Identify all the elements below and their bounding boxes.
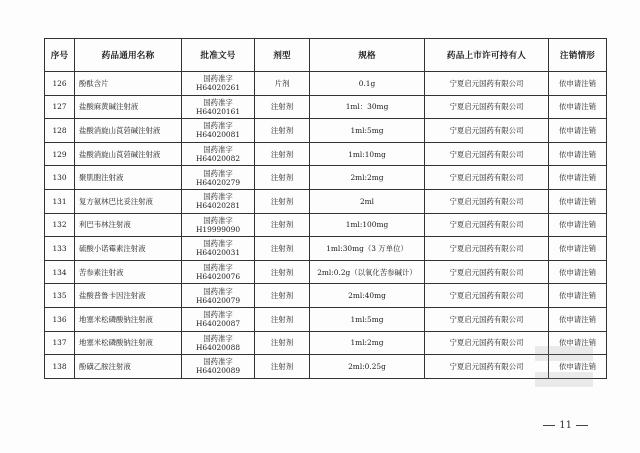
- approval-code: H64020031: [195, 248, 241, 258]
- table-row: [45, 284, 607, 308]
- cell-license-holder: 宁夏启元国药有限公司: [425, 166, 549, 190]
- cell-cancellation-reason: 依申请注销: [549, 166, 607, 190]
- cell-drug-name: 盐酸消旋山莨菪碱注射液: [75, 142, 182, 166]
- approval-code: H64020079: [195, 295, 241, 305]
- watermark-overlay: [535, 372, 593, 387]
- cell-approval-number: [182, 213, 255, 237]
- cell-no: 133: [45, 237, 75, 261]
- cell-license-holder: 宁夏启元国药有限公司: [425, 189, 549, 213]
- cell-cancellation-reason: 依申请注销: [549, 237, 607, 261]
- cell-specification: 1ml:5mg: [310, 119, 425, 143]
- cell-specification: 2ml:2mg: [310, 166, 425, 190]
- cell-dosage-form: 注射剂: [255, 119, 310, 143]
- cell-no: 128: [45, 119, 75, 143]
- cell-drug-name: 地塞米松磷酸钠注射液: [75, 331, 182, 355]
- approval-code: H64020279: [195, 177, 241, 187]
- table-header-row: [45, 39, 607, 72]
- cell-cancellation-reason: 依申请注销: [549, 95, 607, 119]
- cell-drug-name: 酚酞含片: [75, 72, 182, 96]
- header-approval-number: 批准文号: [182, 39, 255, 72]
- approval-prefix: 国药准字: [203, 121, 233, 131]
- approval-code: H64020281: [195, 201, 241, 211]
- cell-no: 138: [45, 355, 75, 379]
- cell-no: 126: [45, 72, 75, 96]
- cell-dosage-form: 片剂: [255, 72, 310, 96]
- approval-code: H64020076: [195, 272, 241, 282]
- table-row: [45, 119, 607, 143]
- cell-dosage-form: 注射剂: [255, 237, 310, 261]
- cell-dosage-form: 注射剂: [255, 284, 310, 308]
- cell-no: 136: [45, 307, 75, 331]
- approval-prefix: 国药准字: [203, 192, 233, 202]
- approval-prefix: 国药准字: [203, 145, 233, 155]
- header-specification: 规格: [310, 39, 425, 72]
- cell-drug-name: 盐酸麻黄碱注射液: [75, 95, 182, 119]
- cell-specification: 1ml:5mg: [310, 307, 425, 331]
- table-row: [45, 260, 607, 284]
- cell-dosage-form: 注射剂: [255, 95, 310, 119]
- watermark-overlay: [535, 346, 593, 361]
- table-row: [45, 189, 607, 213]
- cell-cancellation-reason: 依申请注销: [549, 142, 607, 166]
- cell-drug-name: 硫酸小诺霉素注射液: [75, 237, 182, 261]
- header-dosage-form: 剂型: [255, 39, 310, 72]
- cell-dosage-form: 注射剂: [255, 213, 310, 237]
- cell-no: 129: [45, 142, 75, 166]
- cell-specification: 1ml:100mg: [310, 213, 425, 237]
- cell-dosage-form: 注射剂: [255, 260, 310, 284]
- cell-no: 137: [45, 331, 75, 355]
- table-row: [45, 142, 607, 166]
- cell-license-holder: 宁夏启元国药有限公司: [425, 213, 549, 237]
- cell-license-holder: 宁夏启元国药有限公司: [425, 284, 549, 308]
- cell-license-holder: 宁夏启元国药有限公司: [425, 237, 549, 261]
- cell-license-holder: 宁夏启元国药有限公司: [425, 95, 549, 119]
- approval-code: H64020261: [195, 83, 241, 93]
- cell-drug-name: 利巴韦林注射液: [75, 213, 182, 237]
- cell-approval-number: [182, 307, 255, 331]
- cell-specification: 0.1g: [310, 72, 425, 96]
- approval-prefix: 国药准字: [203, 333, 233, 343]
- cell-license-holder: 宁夏启元国药有限公司: [425, 331, 549, 355]
- approval-prefix: 国药准字: [203, 357, 233, 367]
- approval-prefix: 国药准字: [203, 239, 233, 249]
- cell-drug-name: 盐酸普鲁卡因注射液: [75, 284, 182, 308]
- cell-approval-number: [182, 284, 255, 308]
- cell-drug-name: 地塞米松磷酸钠注射液: [75, 307, 182, 331]
- cell-cancellation-reason: 依申请注销: [549, 189, 607, 213]
- approval-prefix: 国药准字: [203, 310, 233, 320]
- cell-cancellation-reason: 依申请注销: [549, 355, 607, 379]
- cell-approval-number: [182, 260, 255, 284]
- cell-specification: 1ml:10mg: [310, 142, 425, 166]
- cell-cancellation-reason: 依申请注销: [549, 119, 607, 143]
- cell-drug-name: 盐酸消旋山莨菪碱注射液: [75, 119, 182, 143]
- cancellation-table: [44, 38, 607, 379]
- cell-license-holder: 宁夏启元国药有限公司: [425, 355, 549, 379]
- cell-approval-number: [182, 119, 255, 143]
- cell-approval-number: [182, 142, 255, 166]
- cell-drug-name: 复方氨林巴比妥注射液: [75, 189, 182, 213]
- cell-specification: 1ml：30mg: [310, 95, 425, 119]
- table-row: [45, 95, 607, 119]
- cell-license-holder: 宁夏启元国药有限公司: [425, 260, 549, 284]
- cell-cancellation-reason: 依申请注销: [549, 331, 607, 355]
- cell-specification: 2ml:40mg: [310, 284, 425, 308]
- approval-prefix: 国药准字: [203, 263, 233, 273]
- cell-approval-number: [182, 95, 255, 119]
- approval-code: H19999090: [195, 224, 241, 234]
- approval-prefix: 国药准字: [203, 97, 233, 107]
- cell-approval-number: [182, 355, 255, 379]
- header-drug-name: 药品通用名称: [75, 39, 182, 72]
- cell-license-holder: 宁夏启元国药有限公司: [425, 72, 549, 96]
- header-cancellation-reason: 注销情形: [549, 39, 607, 72]
- table-row: [45, 307, 607, 331]
- table-row: [45, 237, 607, 261]
- cell-license-holder: 宁夏启元国药有限公司: [425, 142, 549, 166]
- cell-no: 132: [45, 213, 75, 237]
- approval-code: H64020089: [195, 366, 241, 376]
- dash-right: [576, 425, 588, 426]
- approval-code: H64020161: [195, 106, 241, 116]
- cell-no: 130: [45, 166, 75, 190]
- cell-license-holder: 宁夏启元国药有限公司: [425, 119, 549, 143]
- cell-approval-number: [182, 72, 255, 96]
- cell-approval-number: [182, 189, 255, 213]
- approval-code: H64020081: [195, 130, 241, 140]
- cell-cancellation-reason: 依申请注销: [549, 213, 607, 237]
- cell-approval-number: [182, 166, 255, 190]
- dash-left: [543, 425, 555, 426]
- cell-license-holder: 宁夏启元国药有限公司: [425, 307, 549, 331]
- page-number: [539, 420, 592, 431]
- cell-specification: 1ml:30mg（3 万单位）: [310, 237, 425, 261]
- table-row: [45, 331, 607, 355]
- cell-approval-number: [182, 331, 255, 355]
- approval-prefix: 国药准字: [203, 168, 233, 178]
- cell-dosage-form: 注射剂: [255, 142, 310, 166]
- approval-prefix: 国药准字: [203, 215, 233, 225]
- table-row: [45, 355, 607, 379]
- cell-no: 135: [45, 284, 75, 308]
- header-no: 序号: [45, 39, 75, 72]
- approval-code: H64020087: [195, 319, 241, 329]
- approval-code: H64020082: [195, 154, 241, 164]
- cell-dosage-form: 注射剂: [255, 166, 310, 190]
- cell-dosage-form: 注射剂: [255, 307, 310, 331]
- cell-no: 127: [45, 95, 75, 119]
- cell-cancellation-reason: 依申请注销: [549, 284, 607, 308]
- cell-specification: 1ml:2mg: [310, 331, 425, 355]
- cell-specification: 2ml:0.2g（以氧化苦参碱计）: [310, 260, 425, 284]
- cell-drug-name: 酚磺乙胺注射液: [75, 355, 182, 379]
- approval-prefix: 国药准字: [203, 286, 233, 296]
- cell-approval-number: [182, 237, 255, 261]
- approval-prefix: 国药准字: [203, 74, 233, 84]
- cell-cancellation-reason: 依申请注销: [549, 260, 607, 284]
- approval-code: H64020088: [195, 342, 241, 352]
- table-row: [45, 72, 607, 96]
- cell-drug-name: 苦参素注射液: [75, 260, 182, 284]
- cell-no: 134: [45, 260, 75, 284]
- cell-cancellation-reason: 依申请注销: [549, 307, 607, 331]
- cell-dosage-form: 注射剂: [255, 355, 310, 379]
- cell-dosage-form: 注射剂: [255, 331, 310, 355]
- cell-cancellation-reason: 依申请注销: [549, 72, 607, 96]
- cell-drug-name: 聚肌胞注射液: [75, 166, 182, 190]
- page-number-text: 11: [559, 420, 572, 431]
- cell-dosage-form: 注射剂: [255, 189, 310, 213]
- cell-specification: 2ml:0.25g: [310, 355, 425, 379]
- cell-no: 131: [45, 189, 75, 213]
- cell-specification: 2ml: [310, 189, 425, 213]
- header-license-holder: 药品上市许可持有人: [425, 39, 549, 72]
- table-row: [45, 213, 607, 237]
- table-row: [45, 166, 607, 190]
